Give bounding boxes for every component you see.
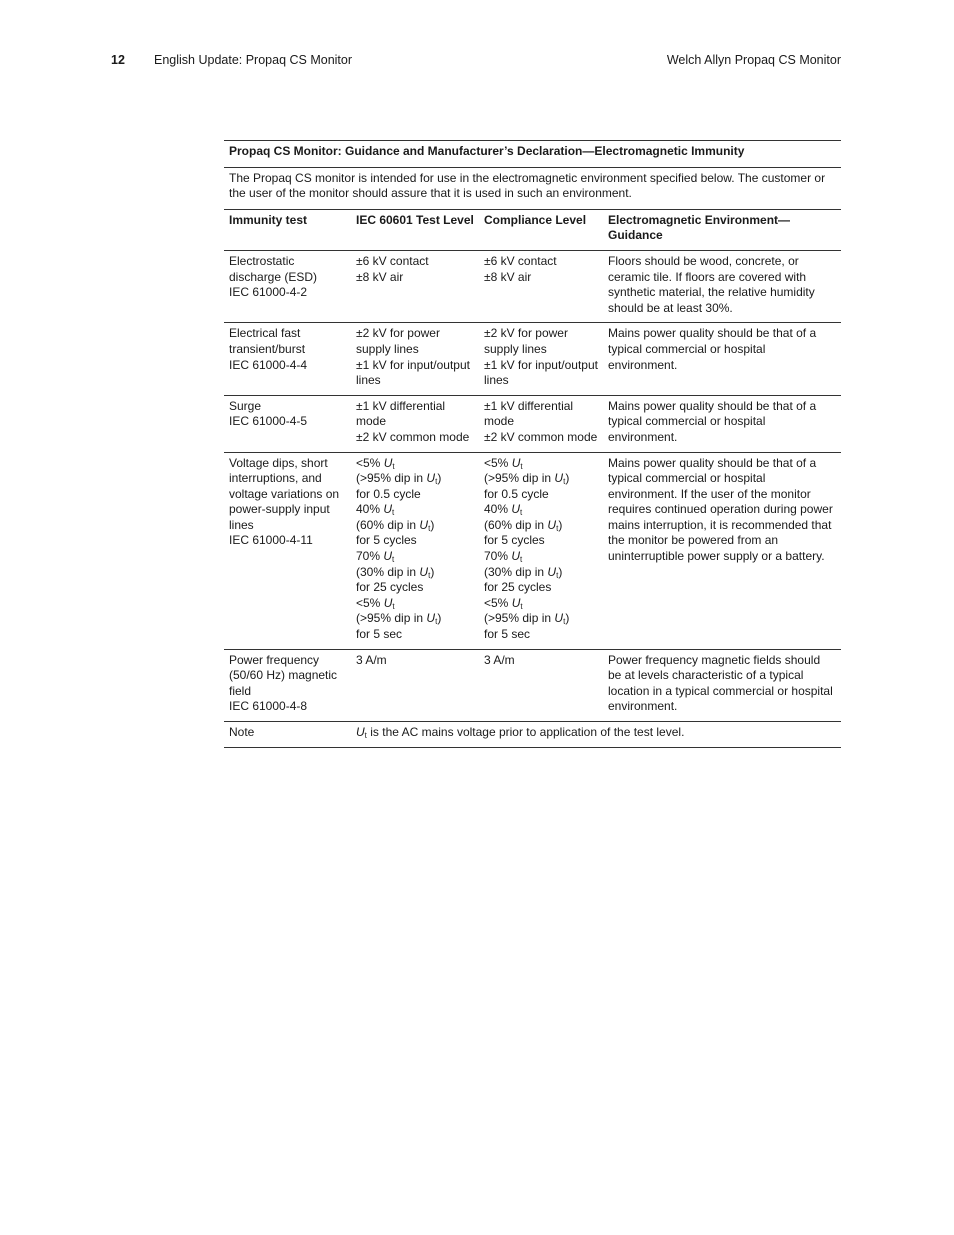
compliance-level-cell: 3 A/m xyxy=(484,652,515,667)
immunity-test-cell: Power frequency (50/60 Hz) magnetic field IEC 61000-4-8 xyxy=(229,652,338,714)
guidance-cell: Power frequency magnetic fields should be at levels characteristic of a typical location in a typical commercial or hospital environment. xyxy=(608,652,833,714)
test-level-cell: ±6 kV contact ±8 kV air xyxy=(356,253,429,284)
column-header: Immunity test xyxy=(229,212,308,227)
table-intro: The Propaq CS monitor is intended for use in the electromagnetic environment specified below. The customer or the user of the monitor should assure that it is used in such an environment. xyxy=(224,167,841,209)
column-header: Electromagnetic Environment—Guidance xyxy=(608,212,791,243)
guidance-cell: Mains power quality should be that of a typical commercial or hospital environment. If the user of the monitor requires continued operation during power mains interruption, it is recommended that the monitor be powered from an uninterruptible power supply or a battery. xyxy=(608,455,833,564)
guidance-cell: Floors should be wood, concrete, or ceramic tile. If floors are covered with synthetic material, the relative humidity should be at least 30%. xyxy=(608,253,815,315)
running-header-right: Welch Allyn Propaq CS Monitor xyxy=(666,53,841,67)
table-row xyxy=(224,395,841,452)
immunity-test-cell: Electrostatic discharge (ESD) IEC 61000-4-2 xyxy=(229,253,318,300)
dip-step: <5% $U_t$ (>95% dip in $U_t$) for 5 sec xyxy=(356,595,442,642)
test-level-cell: ±2 kV for power supply lines ±1 kV for input/output lines xyxy=(356,326,470,388)
table-row xyxy=(224,649,841,721)
table-note-row xyxy=(224,721,841,748)
test-level-cell: 3 A/m xyxy=(356,652,387,667)
immunity-test-cell: Surge IEC 61000-4-5 xyxy=(229,398,308,429)
test-level-cell: ±1 kV differential mode ±2 kV common mode xyxy=(356,398,470,444)
column-header: IEC 60601 Test Level xyxy=(356,212,474,227)
running-header-left: English Update: Propaq CS Monitor xyxy=(154,53,353,67)
dip-step: 40% $U_t$ (60% dip in $U_t$) for 5 cycles xyxy=(484,502,563,548)
immunity-test-cell: Voltage dips, short interruptions, and voltage variations on power-supply input lines IEC 61000-4-11 xyxy=(229,455,340,548)
compliance-level-cell xyxy=(479,453,603,649)
dip-step: <5% $U_t$ (>95% dip in $U_t$) for 5 sec xyxy=(484,595,570,642)
compliance-level-cell: ±1 kV differential mode ±2 kV common mode xyxy=(484,398,598,444)
compliance-level-cell: ±6 kV contact ±8 kV air xyxy=(484,253,557,284)
table-row xyxy=(224,452,841,649)
immunity-test-cell: Electrical fast transient/burst IEC 61000-4-4 xyxy=(229,326,308,372)
note-text: $U_t$ is the AC mains voltage prior to application of the test level. xyxy=(356,725,685,740)
compliance-level-cell: ±2 kV for power supply lines ±1 kV for input/output lines xyxy=(484,326,598,388)
dip-step: <5% $U_t$ (>95% dip in $U_t$) for 0.5 cycle xyxy=(484,455,570,501)
table-row xyxy=(224,250,841,322)
guidance-cell: Mains power quality should be that of a typical commercial or hospital environment. xyxy=(608,326,817,372)
dip-step: 70% $U_t$ (30% dip in $U_t$) for 25 cycles xyxy=(356,549,435,595)
table-title: Propaq CS Monitor: Guidance and Manufacturer’s Declaration—Electromagnetic Immunity xyxy=(224,140,841,167)
test-level-cell xyxy=(351,453,479,649)
immunity-table xyxy=(224,140,841,748)
dip-step: 40% $U_t$ (60% dip in $U_t$) for 5 cycles xyxy=(356,502,435,548)
guidance-cell: Mains power quality should be that of a typical commercial or hospital environment. xyxy=(608,398,817,444)
column-header: Compliance Level xyxy=(484,212,587,227)
dip-step: 70% $U_t$ (30% dip in $U_t$) for 25 cycles xyxy=(484,549,563,595)
table-row xyxy=(224,322,841,394)
page-number: 12 xyxy=(111,53,125,67)
table-header-row xyxy=(224,209,841,250)
note-label: Note xyxy=(229,725,255,739)
dip-step: <5% $U_t$ (>95% dip in $U_t$) for 0.5 cycle xyxy=(356,455,442,501)
